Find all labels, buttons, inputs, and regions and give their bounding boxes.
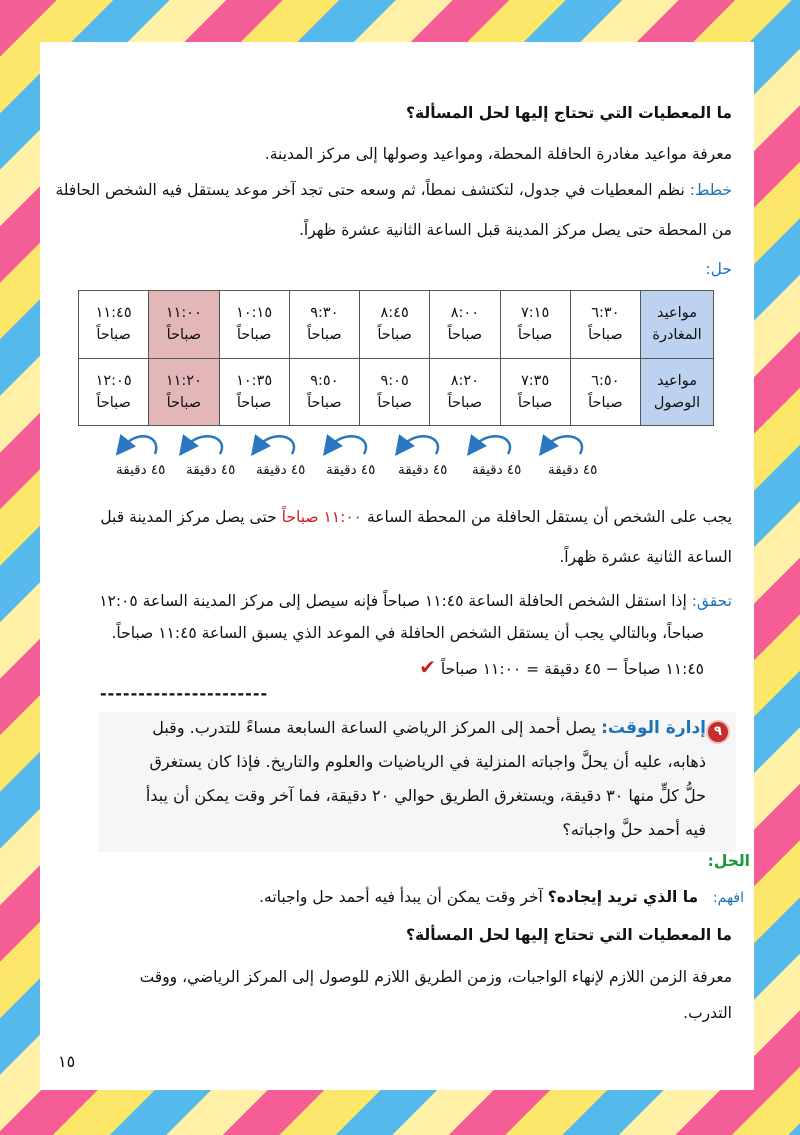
conclusion-line-1: يجب على الشخص أن يستقل الحافلة من المحطة الساعة ١١:٠٠ صباحاً حتى يصل مركز المدينة قبل [100, 508, 732, 526]
table-row-arrival [79, 358, 714, 426]
q2-answer-1: معرفة الزمن اللازم لإنهاء الواجبات، وزمن الطريق اللازم للوصول إلى المركز الرياضي، ووقت [139, 968, 732, 986]
minutes-label: ٤٥ دقيقة [398, 462, 448, 478]
table-cell: ١٠:١٥ صباحاً [219, 291, 289, 359]
arrow-icon [257, 436, 294, 454]
arrow-icon [473, 436, 510, 454]
plan-label: خطط: [689, 181, 732, 199]
arrow-icon [329, 436, 366, 454]
table-cell: ٦:٣٠ صباحاً [570, 291, 640, 359]
plan-line-1 [55, 179, 732, 201]
q1-answer: معرفة مواعيد مغادرة الحافلة المحطة، ومواعيد وصولها إلى مركز المدينة. [264, 145, 732, 163]
table-cell: ١١:٤٥ صباحاً [79, 291, 149, 359]
check-line-2: صباحاً، وبالتالي يجب أن يستقل الشخص الحافلة في الموعد الذي يسبق الساعة ١١:٤٥ صباحاً. [111, 624, 704, 642]
problem-title: إدارة الوقت: [601, 718, 706, 738]
problem-line-2: ذهابه، عليه أن يحلَّ واجباته المنزلية في الرياضيات والعلوم والتاريخ. فإذا كان يستغرق [149, 752, 706, 771]
q2-answer-2: التدرب. [683, 1004, 732, 1022]
minutes-label: ٤٥ دقيقة [326, 462, 376, 478]
check-equation: ١١:٤٥ صباحاً − ٤٥ دقيقة = ١١:٠٠ صباحاً ✔ [419, 655, 704, 679]
understand-question: ما الذي تريد إيجاده؟ [547, 888, 699, 906]
table-cell: ٧:٣٥ صباحاً [500, 358, 570, 426]
arrow-icon [545, 436, 582, 454]
understand-line [259, 886, 744, 909]
solution-label: الحل: [707, 852, 750, 870]
problem-number-badge: ٩ [706, 720, 730, 744]
q1-heading: ما المعطيات التي تحتاج إليها لحل المسألة؟ [405, 104, 732, 122]
understand-label: افهم: [712, 890, 744, 906]
check-line-1: تحقق: إذا استقل الشخص الحافلة الساعة ١١:٤٥ صباحاً فإنه سيصل إلى مركز المدينة الساعة ١٢:٠٥ [99, 592, 732, 610]
arrow-icon [185, 436, 222, 454]
table-row-departure [79, 291, 714, 359]
understand-answer: آخر وقت يمكن أن يبدأ فيه أحمد حل واجباته. [259, 888, 543, 906]
arrow-icon [122, 436, 156, 454]
problem-line-3: حلُّ كلٍّ منها ٣٠ دقيقة، ويستغرق الطريق حوالي ٢٠ دقيقة، فما آخر وقت يمكن أن يبدأ [145, 786, 706, 805]
departure-header: مواعيد المغادرة [641, 291, 714, 359]
problem-line-4: فيه أحمد حلَّ واجباته؟ [562, 820, 706, 839]
problem-line-1: إدارة الوقت: يصل أحمد إلى المركز الرياضي الساعة السابعة مساءً للتدرب. وقبل [152, 718, 706, 738]
page-number: ١٥ [58, 1052, 76, 1071]
table-cell: ٨:٤٥ صباحاً [360, 291, 430, 359]
problem-box [98, 712, 736, 852]
check-label: تحقق: [691, 592, 732, 610]
table-cell: ١٢:٠٥ صباحاً [79, 358, 149, 426]
minutes-label: ٤٥ دقيقة [548, 462, 598, 478]
table-cell: ٩:٣٠ صباحاً [289, 291, 359, 359]
table-cell: ٨:٢٠ صباحاً [430, 358, 500, 426]
minutes-label: ٤٥ دقيقة [472, 462, 522, 478]
table-cell: ٧:١٥ صباحاً [500, 291, 570, 359]
answer-time: ١١:٠٠ صباحاً [281, 508, 362, 526]
table-cell-highlight: ١١:٠٠ صباحاً [149, 291, 219, 359]
table-cell: ١٠:٣٥ صباحاً [219, 358, 289, 426]
table-cell: ٩:٥٠ صباحاً [289, 358, 359, 426]
minutes-label: ٤٥ دقيقة [256, 462, 306, 478]
conclusion-line-2: الساعة الثانية عشرة ظهراً. [559, 548, 732, 566]
plan-text-2: من المحطة حتى يصل مركز المدينة قبل الساعة الثانية عشرة ظهراً. [299, 221, 732, 239]
table-cell-highlight: ١١:٢٠ صباحاً [149, 358, 219, 426]
q2-heading: ما المعطيات التي تحتاج إليها لحل المسألة؟ [405, 926, 732, 944]
divider: ---------------------- [100, 684, 269, 703]
plan-text-1: نظم المعطيات في جدول، لتكتشف نمطاً، ثم وسعه حتى تجد آخر موعد يستقل فيه الشخص الحافلة [55, 181, 685, 199]
minutes-label: ٤٥ دقيقة [186, 462, 236, 478]
table-cell: ٨:٠٠ صباحاً [430, 291, 500, 359]
arrival-header: مواعيد الوصول [641, 358, 714, 426]
check-mark-icon: ✔ [419, 655, 436, 679]
solve-label: حل: [705, 260, 732, 278]
curved-arrows [100, 430, 620, 460]
schedule-table [78, 290, 714, 426]
arrow-icon [401, 436, 438, 454]
page [40, 42, 754, 1090]
table-cell: ٦:٥٠ صباحاً [570, 358, 640, 426]
minutes-label: ٤٥ دقيقة [116, 462, 166, 478]
table-cell: ٩:٠٥ صباحاً [360, 358, 430, 426]
